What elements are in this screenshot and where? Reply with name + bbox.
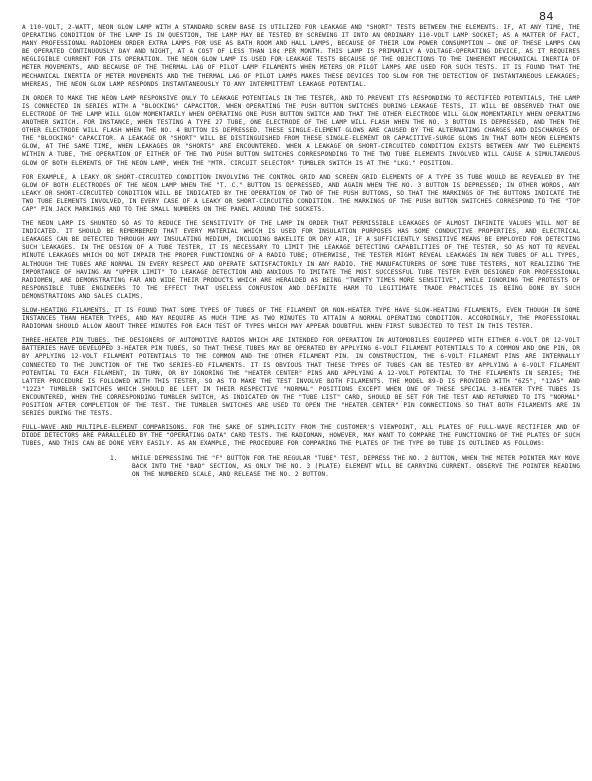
paragraph-text: A 110-VOLT, 2-WATT, NEON GLOW LAMP WITH A STANDARD SCREW BASE IS UTILIZED FOR LEAKAGE AND "SHORT" TESTS BETWEEN THE ELEMENTS. IF, AT ANY TIME, THE OPERATING CONDITION OF THE LAMP IS IN QUESTION, THE LAMP MAY BE TESTED BY SCREWING IT INTO AN ORDINARY 110-VOLT LAMP SOCKET; AS A MATTER OF FACT, MANY PROFESSIONAL RADIOMEN ORDER EXTRA LAMPS FOR USE AS BATH ROOM AND HALL LAMPS, BECAUSE OF THEIR LOW POWER CONSUMPTION — ONE OF THESE LAMPS CAN BE OPERATED CONTINUOUSLY DAY AND NIGHT, AT A COST OF LESS THAN 10¢ PER MONTH. THIS LAMP IS PRIMARILY A VOLTAGE-OPERATING DEVICE, AS IT REQUIRES NEGLIGIBLE CURRENT FOR ITS OPERATION. THE NEON GLOW LAMP IS USED FOR LEAKAGE TESTS BECAUSE OF THE OBJECTIONS TO THE INHERENT MECHANICAL INERTIA OF METER MOVEMENTS, AND BECAUSE OF THE THERMAL LAG OF PILOT LAMP FILAMENTS WHEN METERS OR PILOT LAMPS ARE USED FOR SUCH TESTS. IT IS FOUND THAT THE MECHANICAL INERTIA OF METER MOVEMENTS AND THE THERMAL LAG OF PILOT LAMPS MAKES THESE DEVICES TOO SLOW FOR THE DETECTION OF INSTANTANEOUS LEAKAGES; WHEREAS, THE NEON GLOW LAMP RESPONDS INSTANTANEOUSLY TO ANY INTERMITTENT LEAKAGE POTENTIAL. (22, 24, 580, 88)
paragraph-blocking-capacitor (22, 95, 580, 168)
list-item (110, 455, 580, 479)
paragraph-text: THE NEON LAMP IS SHUNTED SO AS TO REDUCE THE SENSITIVITY OF THE LAMP IN ORDER THAT PERMISSIBLE LEAKAGES OF ALMOST INFINITE VALUES WILL NOT BE INDICATED. IT SHOULD BE REMEMBERED THAT EVERY MATERIAL WHICH IS USED FOR INSULATION PURPOSES HAS SOME CONDUCTIVE PROPERTIES, AND ELECTRICAL LEAKAGES CAN BE DETECTED THROUGH ANY INSULATING MEDIUM, INCLUDING BAKELITE OR DRY AIR, IF A SUFFICIENTLY SENSITIVE MEANS BE EMPLOYED FOR DETECTING SUCH LEAKAGES. IN THE DESIGN OF A TUBE TESTER, IT IS NECESSARY TO LIMIT THE LEAKAGE DETECTING CAPABILITIES OF THE TESTER, SO AS NOT TO REVEAL MINUTE LEAKAGES WHICH DO NOT IMPAIR THE PROPER FUNCTIONING OF A RADIO TUBE; OTHERWISE, THE TESTER MIGHT REVEAL LEAKAGES IN NEW TUBES OF ALL TYPES, ALTHOUGH THE TUBES ARE NORMAL IN EVERY RESPECT AND OPERATE SATISFACTORILY IN ANY RADIO. THE MANUFACTURERS OF SOME TUBE TESTERS, NOT REALIZING THE IMPORTANCE OF HAVING AN "UPPER LIMIT" TO LEAKAGE DETECTION AND ANXIOUS TO IMITATE THE MOST SUCCESSFUL TUBE TESTER EVER DESIGNED FOR PROFESSIONAL RADIOMEN, ARE DEMONSTRATING FAR AND WIDE THEIR PRODUCTS WHICH ARE HERALDED AS BEING "TWENTY TIMES MORE SENSITIVE", WHILE IGNORING THE PROTESTS OF RESPONSIBLE TUBE ENGINEERS TO THE EFFECT THAT USELESS CONFUSION AND DEFINITE HARM TO LEGITIMATE TRADE PRACTICES IS BEING DONE BY SUCH DEMONSTRATIONS AND SALES CLAIMS. (22, 220, 580, 300)
paragraph-full-wave (22, 424, 580, 448)
page-body (22, 24, 580, 479)
paragraph-text: FOR THE SAKE OF SIMPLICITY FROM THE CUSTOMER'S VIEWPOINT, ALL PLATES OF FULL-WAVE RECTIFIER AND OF DIODE DETECTORS ARE PARALLELED BY THE "OPERATING DATA" CARD TESTS. THE RADIOMAN, HOWEVER, MAY WANT TO COMPARE THE FUNCTIONING OF THE PLATES OF SUCH TUBES, AND THIS CAN BE DONE VERY EASILY. AS AN EXAMPLE, THE PROCEDURE FOR COMPARING THE PLATES OF THE TYPE 80 TUBE IS OUTLINED AS FOLLOWS: (22, 424, 580, 448)
paragraph-three-heater (22, 337, 580, 418)
paragraph-slow-heating (22, 307, 580, 331)
paragraph-text: FOR EXAMPLE, A LEAKY OR SHORT-CIRCUITED CONDITION INVOLVING THE CONTROL GRID AND SCREEN GRID ELEMENTS OF A TYPE 35 TUBE WOULD BE REVEALED BY THE GLOW OF BOTH ELECTRODES OF THE NEON LAMP WHEN THE "T. C." BUTTON IS DEPRESSED, AND AGAIN WHEN THE NO. 3 BUTTON IS DEPRESSED; IN OTHER WORDS, ANY LEAKY OR SHORT-CIRCUITED CONDITION WILL BE INDICATED BY THE OPERATION OF TWO OF THE PUSH BUTTONS, SO THAT THE MARKINGS OF THE BUTTONS INDICATE THE TWO TUBE ELEMENTS INVOLVED, IN EVERY CASE OF A LEAKY OR SHORT-CIRCUITED CONDITION. THE MARKINGS OF THE PUSH BUTTON SWITCHES CORRESPOND TO THE "TOP CAP" PIN JACK MARKINGS AND TO THE SMALL NUMBERS ON THE PANEL AROUND THE SOCKETS. (22, 173, 580, 213)
list-item-text: WHILE DEPRESSING THE "F" BUTTON FOR THE REGULAR "TUBE" TEST, DEPRESS THE NO. 2 BUTTON, WHEN THE METER POINTER MAY MOVE BACK INTO THE "BAD" SECTION, AS ONLY THE NO. 3 (PLATE) ELEMENT WILL BE CARRYING CURRENT. OBSERVE THE POINTER READING ON THE NUMBERED SCALE, AND RELEASE THE NO. 2 BUTTON. (132, 454, 580, 478)
page-number: 84 (539, 10, 554, 23)
paragraph-sensitivity (22, 220, 580, 301)
paragraph-text: IT IS FOUND THAT SOME TYPES OF TUBES OF THE FILAMENT OR NON-HEATER TYPE HAVE SLOW-HEATING FILAMENTS, EVEN THOUGH IN SOME INSTANCES THAN HEATER TYPES, AND MAY REQUIRE AS MUCH TIME AS TWO MINUTES TO ATTAIN A NORMAL OPERATING CONDITION. ACCORDINGLY, THE PROFESSIONAL RADIOMAN SHOULD ALLOW ABOUT THREE MINUTES FOR EACH TEST OF TYPES WHICH MAY APPEAR DOUBTFUL WHEN FIRST SUBJECTED TO TEST IN THIS TESTER. (22, 307, 580, 331)
paragraph-text: THE DESIGNERS OF AUTOMOTIVE RADIOS WHICH ARE INTENDED FOR OPERATION IN AUTOMOBILES EQUIPPED WITH EITHER 6-VOLT OR 12-VOLT BATTERIES HAVE DEVELOPED 3-HEATER PIN TUBES, SO THAT THESE TUBES MAY BE OPERATED BY APPLYING 6-VOLT FILAMENT POTENTIALS TO A COMMON AND ONE PIN, OR BY APPLYING 12-VOLT FILAMENT POTENTIALS TO THE COMMON AND THE OTHER FILAMENT PIN. IN CONSTRUCTION, THE 6-VOLT FILAMENT PINS ARE INTERNALLY CONNECTED TO THE JUNCTION OF THE TWO SERIES-ED FILAMENTS. IT IS OBVIOUS THAT THESE TYPES OF TUBES CAN BE TESTED BY APPLYING A 6-VOLT FILAMENT POTENTIAL TO EACH FILAMENT, IN TURN, OR BY IGNORING THE "HEATER CENTER" PINS AND APPLYING A 12-VOLT POTENTIAL TO THE FILAMENTS IN SERIES; THE LATTER PROCEDURE IS FOLLOWED WITH THIS TESTER, SO AS TO MAKE THE TEST INVOLVE BOTH FILAMENTS. THE MODEL 89-D IS PROVIDED WITH "6Z5", "12A5" AND "12Z3" TUMBLER SWITCHES WHICH SHOULD BE LEFT IN THEIR RESPECTIVE "NORMAL" POSITIONS EXCEPT WHEN ONE OF THESE SPECIAL 3-HEATER TYPE TUBES IS ENCOUNTERED, WHEN THE CORRESPONDING TUMBLER SWITCH, AS INDICATED ON THE "TUBE LIST" CARD, SHOULD BE SET FOR THE TEST AND RETURNED TO ITS "NORMAL" POSITION AFTER COMPLETION OF THE TEST. THE TUMBLER SWITCHES ARE USED TO OPEN THE "HEATER CENTER" PIN CONNECTIONS SO THAT BOTH FILAMENTS ARE IN SERIES DURING THE TESTS. (22, 337, 580, 418)
paragraph-neon-lamp-intro (22, 24, 580, 89)
paragraph-text: IN ORDER TO MAKE THE NEON LAMP RESPONSIVE ONLY TO LEAKAGE POTENTIALS IN THE TESTER, AND TO PREVENT ITS RESPONDING TO RECTIFIED POTENTIALS, THE LAMP IS CONNECTED IN SERIES WITH A "BLOCKING" CAPACITOR. WHEN OPERATING THE PUSH BUTTON SWITCHES DURING LEAKAGE TESTS, IT WILL BE OBSERVED THAT ONE ELECTRODE OF THE LAMP WILL GLOW MOMENTARILY WHEN OPERATING ONE PUSH BUTTON SWITCH AND THAT THE OTHER ELECTRODE WILL GLOW MOMENTARILY WHEN OPERATING ANOTHER SWITCH. FOR INSTANCE, WHEN TESTING A TYPE 27 TUBE, ONE ELECTRODE OF THE LAMP WILL FLASH WHEN THE NO. 3 BUTTON IS DEPRESSED, AND THEN THE OTHER ELECTRODE WILL FLASH WHEN THE NO. 4 BUTTON IS DEPRESSED. THESE SINGLE-ELEMENT GLOWS ARE CAUSED BY THE ALTERNATING CHARGES AND DISCHARGES OF THE "BLOCKING" CAPACITOR. A LEAKAGE OR "SHORT" WILL BE DISTINGUISHED FROM THESE SINGLE-ELEMENT OR CAPACITIVE-SURGE GLOWS IN THAT BOTH NEON ELEMENTS GLOW, AT THE SAME TIME, WHEN LEAKAGES OR "SHORTS" ARE ENCOUNTERED. WHEN A LEAKAGE OR SHORT-CIRCUITED CONDITION EXISTS BETWEEN ANY TWO ELEMENTS WITHIN A TUBE, THE OPERATION OF EITHER OF THE TWO PUSH BUTTON SWITCHES CORRESPONDING TO THE TWO TUBE ELEMENTS INVOLVED WILL CAUSE A SIMULTANEOUS GLOW OF BOTH ELEMENTS OF THE NEON LAMP, WHEN THE "MTR. CIRCUIT SELECTOR" TUMBLER SWITCH IS AT THE "LKG." POSITION. (22, 94, 580, 167)
section-heading: FULL-WAVE AND MULTIPLE-ELEMENT COMPARISONS. (22, 424, 189, 432)
list-item-number: 1. (110, 454, 118, 462)
section-heading: THREE-HEATER PIN TUBES. (22, 337, 111, 345)
paragraph-short-circuit-example (22, 174, 580, 214)
section-heading: SLOW-HEATING FILAMENTS. (22, 307, 110, 314)
